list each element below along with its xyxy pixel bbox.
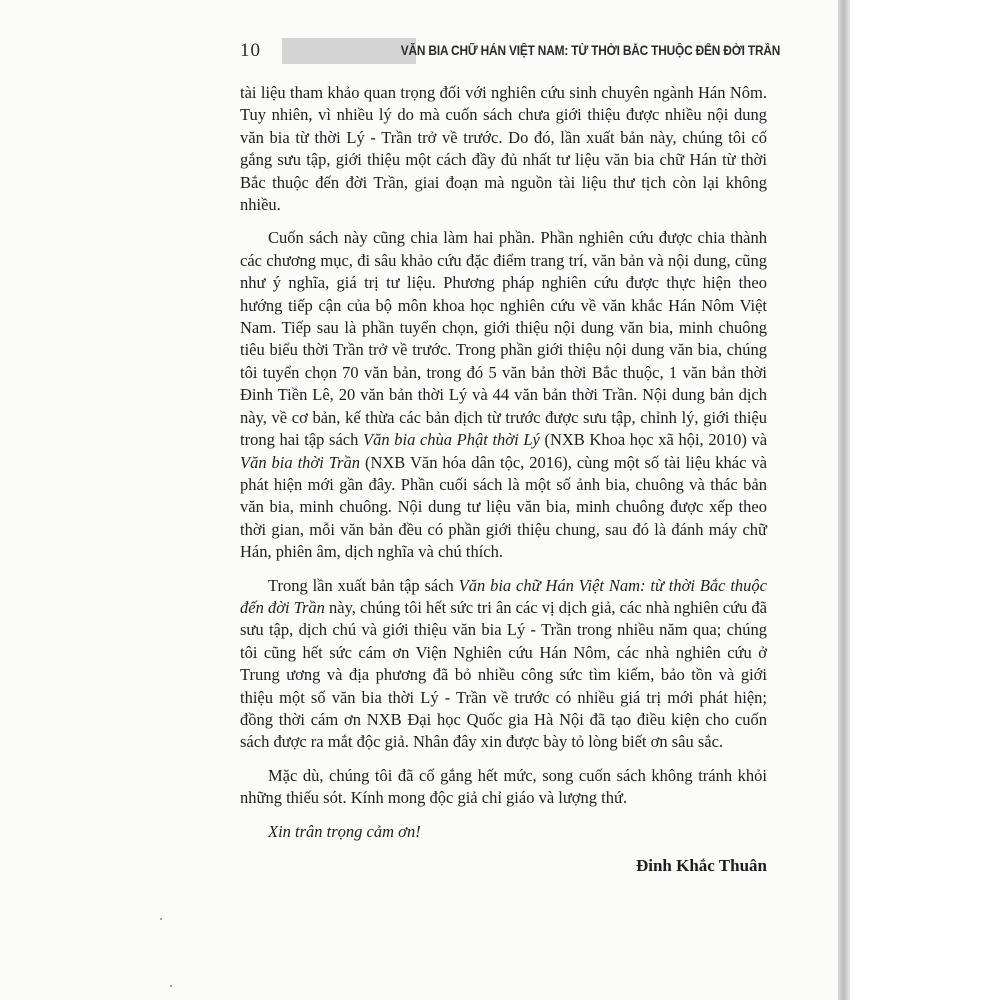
paragraph-text: Cuốn sách này cũng chia làm hai phần. Phần nghiên cứu được chia thành các chương mục, đi sâu khảo cứu đặc điểm trang trí, văn bản và nội dung, cũng như ý nghĩa, giá trị tư liệu. Phương pháp nghiên cứu được thực hiện theo hướng tiếp cận của bộ môn khoa học nghiên cứu về văn khắc Hán Nôm Việt Nam. Tiếp sau là phần tuyển chọn, giới thiệu nội dung văn bia, minh chuông tiêu biểu thời Trần trở về trước. Trong phần giới thiệu nội dung văn bia, chúng tôi tuyển chọn 70 văn bản, trong đó 5 văn bản thời Bắc thuộc, 1 văn bản thời Đinh Tiền Lê, 20 văn bản thời Lý và 44 văn bản thời Trần. Nội dung bản dịch này, về cơ bản, kế thừa các bản dịch từ trước được sưu tập, chỉnh lý, giới thiệu trong hai tập sách	[240, 228, 767, 450]
body-paragraph	[240, 575, 767, 754]
author-signature: Đinh Khắc Thuân	[635, 856, 767, 875]
scan-speck	[170, 985, 172, 987]
body-text	[240, 82, 767, 877]
page-right-margin	[850, 0, 1000, 1000]
page-gutter-shadow	[838, 0, 850, 1000]
body-paragraph	[240, 227, 767, 563]
closing-line: Xin trân trọng cảm ơn!	[268, 821, 421, 841]
italic-title: Văn bia chùa Phật thời Lý	[363, 430, 540, 450]
paragraph-text: Trong lần xuất bản tập sách	[268, 575, 459, 595]
running-title: VĂN BIA CHỮ HÁN VIỆT NAM: TỪ THỜI BẮC THUỘC ĐẾN ĐỜI TRẦN	[400, 43, 780, 58]
paragraph-text: (NXB Khoa học xã hội, 2010) và	[539, 430, 768, 450]
paragraph-text: này, chúng tôi hết sức tri ân các vị dịch giả, các nhà nghiên cứu đã sưu tập, dịch chú và giới thiệu văn bia Lý - Trần trong nhiều năm qua; chúng tôi cũng hết sức cám ơn Viện Nghiên cứu Hán Nôm, các nhà nghiên cứu ở Trung ương và địa phương đã bỏ nhiều công sức tìm kiếm, bảo tồn và giới thiệu một số văn bia thời Lý - Trần về trước có nhiều giá trị mới phát hiện; đồng thời cám ơn NXB Đại học Quốc gia Hà Nội đã tạo điều kiện cho cuốn sách được ra mắt độc giả. Nhân đây xin được bày tỏ lòng biết ơn sâu sắc.	[240, 597, 767, 752]
scan-speck	[160, 918, 162, 920]
paragraph-text: Mặc dù, chúng tôi đã cố gắng hết mức, song cuốn sách không tránh khỏi những thiếu sót. Kính mong độc giả chỉ giáo và lượng thứ.	[240, 765, 767, 808]
page-header	[240, 36, 780, 66]
paragraph-text: (NXB Văn hóa dân tộc, 2016), cùng một số tài liệu khác và phát hiện mới gần đây. Phần cuối sách là một số ảnh bia, chuông và thác bản văn bia, minh chuông. Nội dung tư liệu văn bia, minh chuông được xếp theo thời gian, mỗi văn bản đều có phần giới thiệu chung, sau đó là đánh máy chữ Hán, phiên âm, dịch nghĩa và chú thích.	[240, 452, 767, 562]
paragraph-list	[240, 82, 767, 810]
italic-title: Văn bia chữ Hán Việt Nam: từ thời Bắc thuộc đến đời Trần	[240, 575, 767, 617]
italic-title: Văn bia thời Trần	[240, 452, 360, 472]
header-band	[282, 38, 416, 64]
body-paragraph	[240, 765, 767, 810]
paragraph-text: tài liệu tham khảo quan trọng đối với nghiên cứu sinh chuyên ngành Hán Nôm. Tuy nhiên, vì nhiều lý do mà cuốn sách chưa giới thiệu được nhiều nội dung văn bia từ thời Lý - Trần trở về trước. Do đó, lần xuất bản này, chúng tôi cố gắng sưu tập, giới thiệu một cách đầy đủ nhất tư liệu văn bia chữ Hán từ thời Bắc thuộc đến đời Trần, giai đoạn mà nguồn tài liệu thư tịch còn lại không nhiều.	[240, 83, 767, 215]
body-paragraph	[240, 82, 767, 216]
page-number: 10	[240, 40, 261, 61]
